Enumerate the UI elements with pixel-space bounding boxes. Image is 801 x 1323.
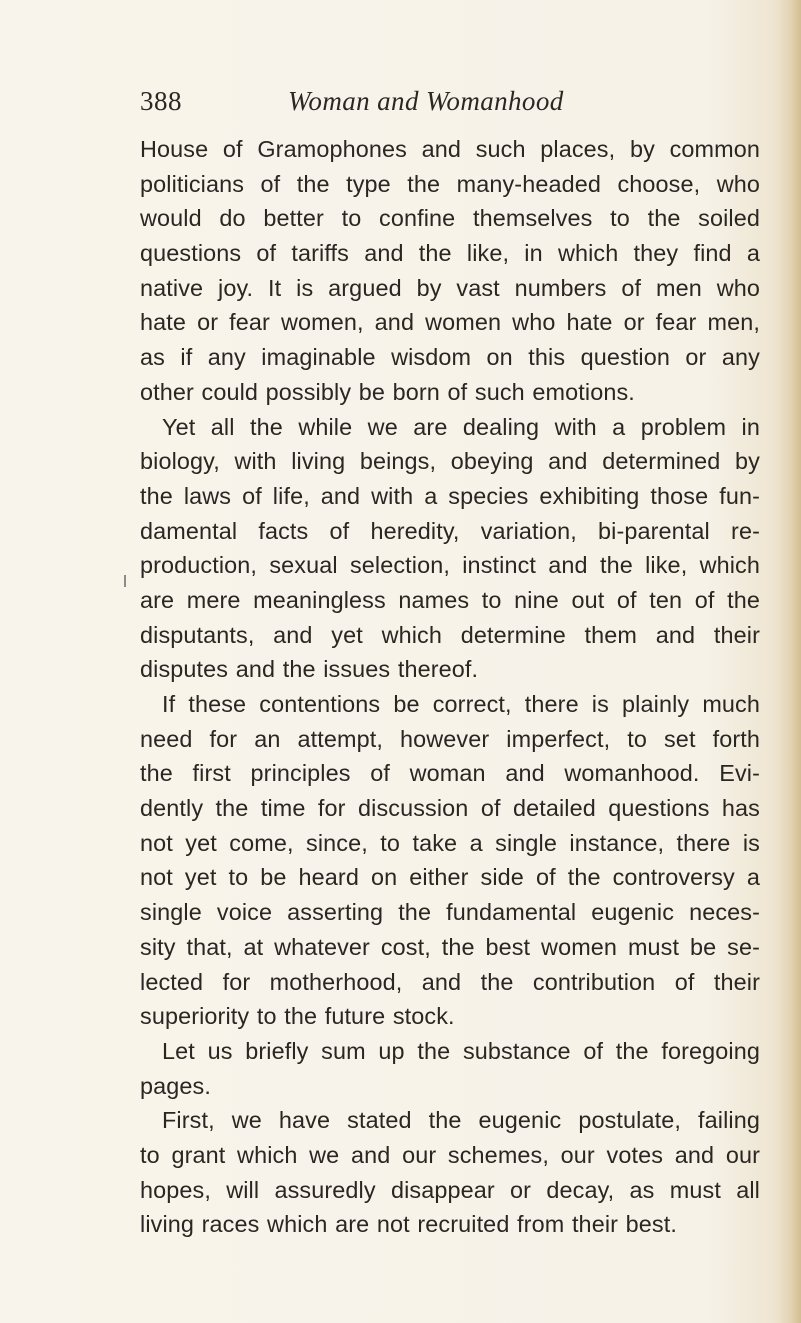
- text-line: would do better to confine themselves to the soiled: [140, 205, 760, 232]
- text-line: biology, with living beings, obeying and determined by: [140, 448, 760, 475]
- text-line: House of Gramophones and such places, by common: [140, 136, 760, 162]
- text-line: dently the time for discussion of detailed questions has: [140, 795, 760, 822]
- text-line: First, we have stated the eugenic postulate, failing: [162, 1107, 760, 1134]
- text-line: not yet come, since, to take a single instance, there is: [140, 829, 760, 856]
- printing-mark: [124, 575, 126, 587]
- text-line: the laws of life, and with a species exhibiting those fun-: [140, 482, 760, 509]
- text-line: the first principles of woman and womanhood. Evi-: [140, 760, 760, 787]
- text-line: If these contentions be correct, there is plainly much: [162, 691, 760, 717]
- text-line: other could possibly be born of such emotions.: [140, 378, 635, 405]
- text-line: native joy. It is argued by vast numbers of men who: [140, 274, 760, 301]
- text-line: sity that, at whatever cost, the best women must be se-: [140, 933, 760, 960]
- text-line: as if any imaginable wisdom on this question or any: [140, 344, 760, 371]
- text-line: lected for motherhood, and the contribution of their: [140, 968, 760, 995]
- page-number: 388: [140, 86, 182, 116]
- text-line: need for an attempt, however imperfect, to set forth: [140, 725, 760, 752]
- text-line: production, sexual selection, instinct and the like, which: [140, 552, 760, 579]
- text-line: Let us briefly sum up the substance of the foregoing: [162, 1037, 760, 1064]
- page-edge-shadow: [779, 0, 801, 1323]
- text-line: politicians of the type the many-headed choose, who: [140, 170, 760, 197]
- text-line: superiority to the future stock.: [140, 1003, 455, 1030]
- running-title: Woman and Womanhood: [288, 86, 564, 116]
- text-line: are mere meaningless names to nine out of ten of the: [140, 586, 760, 613]
- text-line: living races which are not recruited from their best.: [140, 1211, 677, 1238]
- text-line: not yet to be heard on either side of the controversy a: [140, 864, 760, 891]
- text-line: questions of tariffs and the like, in which they find a: [140, 240, 760, 267]
- text-line: Yet all the while we are dealing with a problem in: [162, 413, 760, 440]
- text-line: single voice asserting the fundamental eugenic neces-: [140, 899, 760, 926]
- body-text: [140, 132, 760, 1242]
- text-line: hate or fear women, and women who hate or fear men,: [140, 309, 760, 336]
- text-line: damental facts of heredity, variation, bi-parental re-: [140, 517, 760, 544]
- running-head: [140, 84, 740, 118]
- text-line: disputants, and yet which determine them and their: [140, 621, 760, 648]
- text-line: to grant which we and our schemes, our votes and our: [140, 1141, 760, 1168]
- text-line: pages.: [140, 1072, 211, 1099]
- text-line: disputes and the issues thereof.: [140, 656, 479, 683]
- text-line: hopes, will assuredly disappear or decay, as must all: [140, 1176, 760, 1203]
